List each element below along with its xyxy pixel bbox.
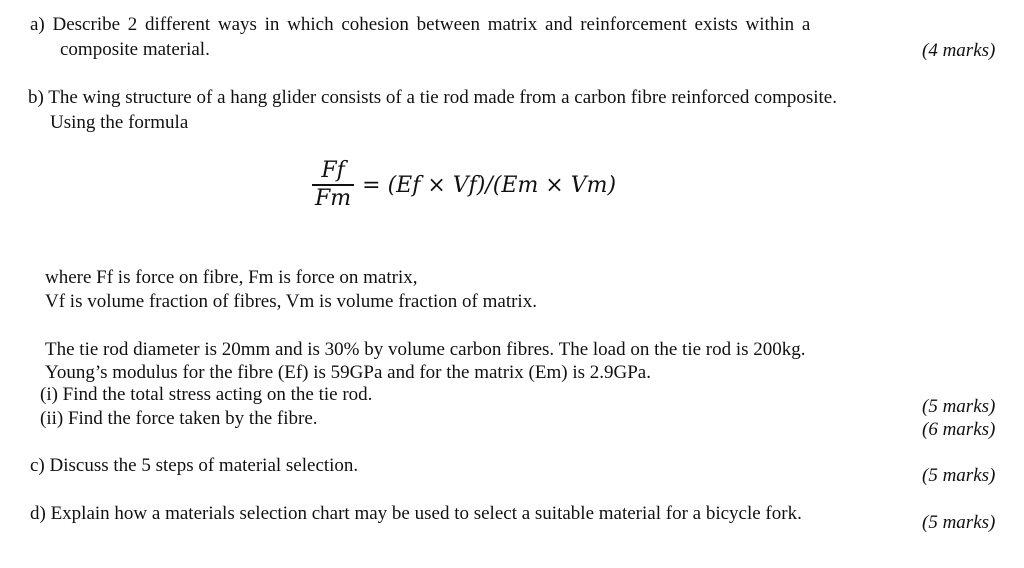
question-d: d) Explain how a materials selection chart may be used to select a suitable material for a bicycle fork. xyxy=(30,503,802,524)
question-d-marks: (5 marks) xyxy=(922,512,996,533)
question-b-line1: b) The wing structure of a hang glider consists of a tie rod made from a carbon fibre reinforced composite. xyxy=(28,87,837,108)
formula-fraction xyxy=(312,158,354,212)
question-a-marks: (4 marks) xyxy=(922,40,996,61)
part-ii-marks: (6 marks) xyxy=(922,419,996,440)
question-a-line1: a) Describe 2 different ways in which cohesion between matrix and reinforcement exists within a xyxy=(30,14,811,35)
formula-numerator: Ff xyxy=(321,158,345,184)
question-c-marks: (5 marks) xyxy=(922,465,996,486)
where-line1: where Ff is force on fibre, Fm is force on matrix, xyxy=(45,267,418,288)
formula-denominator: Fm xyxy=(315,185,352,211)
where-line2: Vf is volume fraction of fibres, Vm is volume fraction of matrix. xyxy=(45,291,537,312)
stress-ratio-formula xyxy=(312,150,616,220)
part-i-marks: (5 marks) xyxy=(922,396,996,417)
question-b-line2: Using the formula xyxy=(50,112,189,133)
question-c: c) Discuss the 5 steps of material selection. xyxy=(30,455,359,476)
part-i: (i) Find the total stress acting on the tie rod. xyxy=(40,384,373,405)
formula-rhs: = (Ef × Vf)/(Em × Vm) xyxy=(362,172,617,198)
part-ii: (ii) Find the force taken by the fibre. xyxy=(40,408,318,429)
question-a-line2: composite material. xyxy=(60,39,210,60)
given-line2: Young’s modulus for the fibre (Ef) is 59GPa and for the matrix (Em) is 2.9GPa. xyxy=(45,362,651,383)
given-line1: The tie rod diameter is 20mm and is 30% by volume carbon fibres. The load on the tie rod is 200kg. xyxy=(45,339,806,360)
